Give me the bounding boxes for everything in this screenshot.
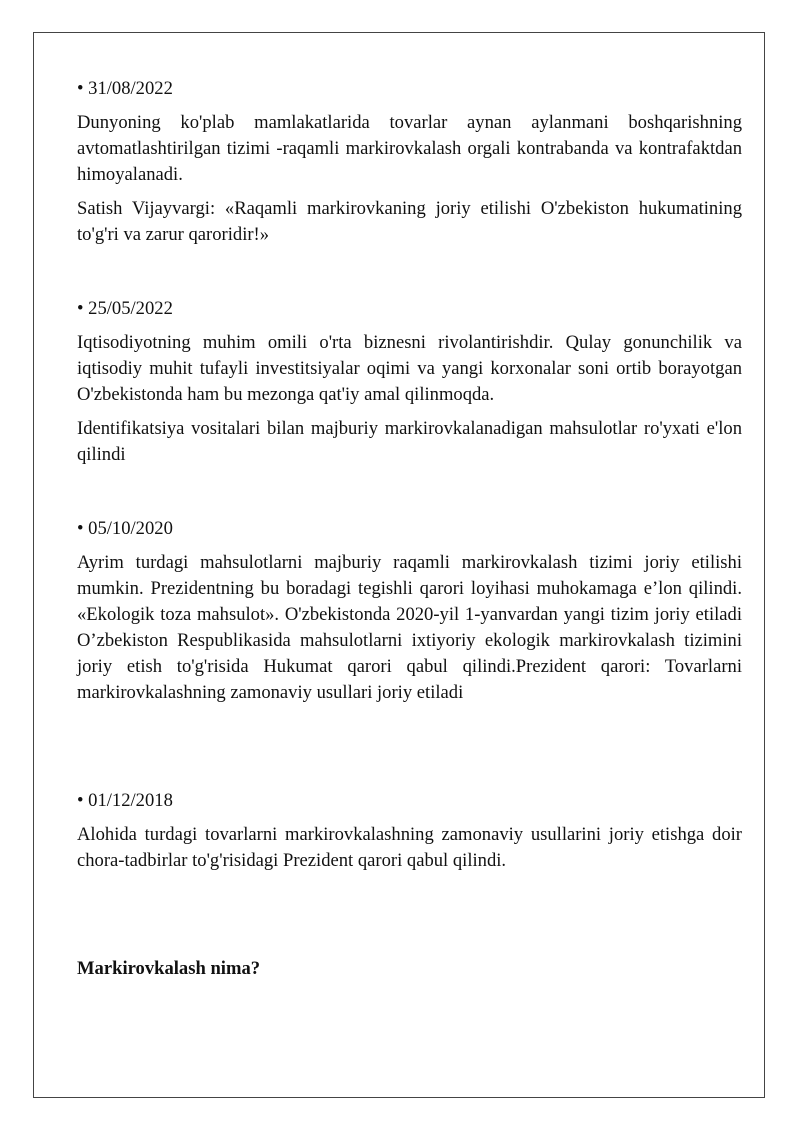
news-paragraph: Iqtisodiyotning muhim omili o'rta biznesni rivolantirishdir. Qulay gonunchilik va iqtisodiy muhit tufayli investitsiyalar oqimi va yangi korxonalar soni ortib borayotgan O'zbekistonda ham bu mezonga qat'iy amal qilinmoqda. [77,332,742,405]
news-item [77,76,742,248]
news-item [77,296,742,468]
news-paragraph: Identifikatsiya vositalari bilan majburiy markirovkalanadigan mahsulotlar ro'yxati e'lon qilindi [77,418,742,465]
news-paragraph: Satish Vijayvargi: «Raqamli markirovkaning joriy etilishi O'zbekiston hukumatining to'g'ri va zarur qaroridir!» [77,198,742,245]
news-date: • 25/05/2022 [77,298,173,319]
news-paragraph: Dunyoning ko'plab mamlakatlarida tovarlar aynan aylanmani boshqarishning avtomatlashtirilgan tizimi -raqamli markirovkalash orgali kontrabanda va kontrafaktdan himoyalanadi. [77,112,742,185]
news-date: • 05/10/2020 [77,518,173,539]
news-date: • 31/08/2022 [77,78,173,99]
news-item [77,516,742,706]
news-paragraph: Alohida turdagi tovarlarni markirovkalashning zamonaviy usullarini joriy etishga doir chora-tadbirlar to'g'risidagi Prezident qarori qabul qilindi. [77,824,742,871]
news-paragraph: Ayrim turdagi mahsulotlarni majburiy raqamli markirovkalash tizimi joriy etilishi mumkin. Prezidentning bu boradagi tegishli qarori loyihasi muhokamaga e’lon qilindi. «Ekologik toza mahsulot». O'zbekistonda 2020-yil 1-yanvardan yangi tizim joriy etiladi O’zbekiston Respublikasida mahsulotlarni ixtiyoriy ekologik markirovkalash tizimini joriy etish to'g'risida Hukumat qarori qabul qilindi.Prezident qarori: Tovarlarni markirovkalashning zamonaviy usullari joriy etiladi [77,552,742,703]
news-item [77,788,742,874]
news-date: • 01/12/2018 [77,790,173,811]
document-content [77,76,742,982]
section-heading: Markirovkalash nima? [77,958,261,979]
